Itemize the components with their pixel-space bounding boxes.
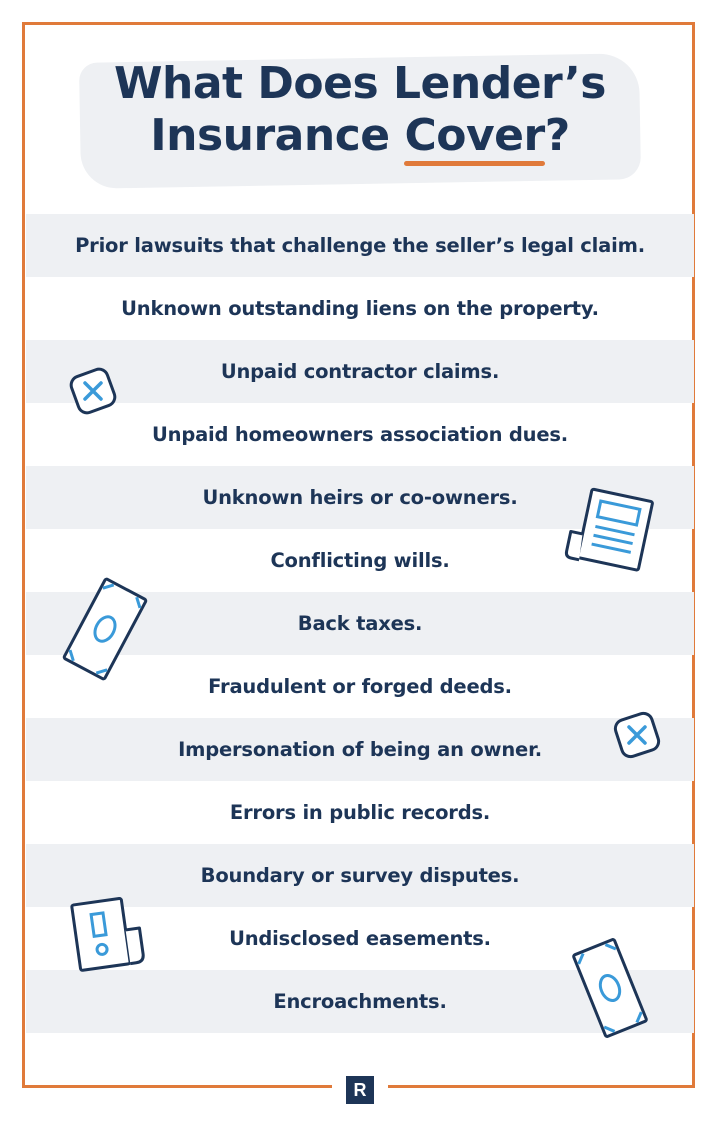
- brand-logo: [346, 1076, 374, 1104]
- list-item: [26, 340, 694, 403]
- newspaper-icon: [562, 482, 662, 578]
- brand-logo-letter: R: [353, 1079, 367, 1100]
- dollar-bill-icon: [60, 574, 150, 684]
- list-item-text: Boundary or survey disputes.: [200, 864, 520, 887]
- title-accent-text: Cover: [404, 110, 545, 161]
- x-badge-icon: [62, 360, 124, 422]
- dollar-bill-icon: [562, 938, 658, 1038]
- list-item-text: Prior lawsuits that challenge the seller’s legal claim.: [75, 234, 645, 257]
- list-item-text: Unknown outstanding liens on the property.: [121, 297, 599, 320]
- title-line-1: What Does Lender’s: [114, 58, 606, 109]
- list-item: [26, 214, 694, 277]
- title-underline: [404, 161, 544, 166]
- title-question-mark: ?: [544, 110, 570, 161]
- page-title: [40, 58, 680, 162]
- list-item: [26, 403, 694, 466]
- list-item-text: Encroachments.: [273, 990, 447, 1013]
- list-item-text: Conflicting wills.: [270, 549, 450, 572]
- list-item: [26, 277, 694, 340]
- title-line-2-start: Insurance: [150, 110, 405, 161]
- receipt-icon: [66, 892, 156, 976]
- list-item-text: Unpaid homeowners association dues.: [152, 423, 568, 446]
- list-item-text: Fraudulent or forged deeds.: [208, 675, 512, 698]
- list-item-text: Undisclosed easements.: [229, 927, 491, 950]
- list-item: [26, 718, 694, 781]
- list-item: [26, 781, 694, 844]
- title-line-2: [40, 110, 680, 162]
- list-item-text: Unknown heirs or co-owners.: [202, 486, 518, 509]
- x-badge-icon: [606, 704, 668, 766]
- list-item-text: Back taxes.: [297, 612, 423, 635]
- list-item-text: Unpaid contractor claims.: [220, 360, 500, 383]
- title-accent-word: [404, 110, 544, 162]
- list-item-text: Errors in public records.: [229, 801, 491, 824]
- list-item-text: Impersonation of being an owner.: [178, 738, 542, 761]
